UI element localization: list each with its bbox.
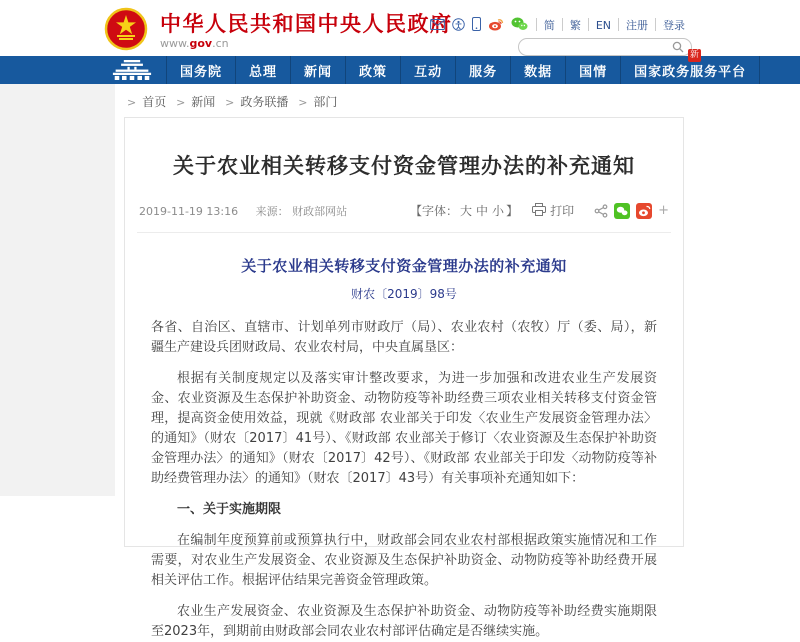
site-header (0, 0, 800, 56)
nav-item (235, 56, 290, 84)
lang-link-item (588, 18, 618, 31)
accessibility-icon[interactable] (452, 18, 465, 31)
breadcrumb (121, 93, 800, 111)
lang-link[interactable]: 简 (543, 18, 555, 32)
wechat-icon[interactable] (511, 17, 528, 31)
nav-item (166, 56, 235, 84)
share-group (588, 203, 669, 219)
nav-link[interactable]: 新闻 (304, 64, 333, 80)
breadcrumb-item (121, 95, 166, 109)
main-nav (0, 50, 800, 84)
lang-link-item (536, 18, 562, 31)
nav-item (455, 56, 510, 84)
nav-item (290, 56, 345, 84)
nav-items (166, 56, 760, 84)
breadcrumb-separator: > (176, 96, 186, 109)
lang-link[interactable]: 登录 (663, 18, 685, 32)
article-meta (139, 203, 347, 219)
quick-links-row (423, 16, 692, 32)
new-badge: 新 (689, 50, 699, 60)
article-date: 2019-11-19 13:16 (139, 204, 239, 218)
content-area (0, 84, 800, 639)
breadcrumb-item (170, 95, 215, 109)
nav-link[interactable]: 服务 (469, 64, 498, 80)
article-meta-row (137, 202, 671, 219)
breadcrumb-link[interactable]: 新闻 (191, 95, 216, 109)
article-card (124, 117, 684, 639)
font-size-option[interactable]: 小 (492, 204, 505, 218)
site-brand[interactable] (104, 7, 453, 55)
page-title: 关于农业相关转移支付资金管理办法的补充通知 (173, 154, 635, 178)
article-tools (410, 202, 669, 219)
document-paragraph: 根据有关制度规定以及落实审计整改要求，为进一步加强和改进农业生产发展资金、农业资源及生态保护补助资金、动物防疫等补助经费三项农业相关转移支付资金管理，提高资金使用效益，现就《财政部 农业部关于印发〈农业生产发展资金管理办法〉的通知》（财农〔2017〕41号）、《财政部 农业部关于修订〈农业资源及生态保护补助资金管理办法〉的通知》（财农〔2017〕42号）、《财政部 农业部关于印发〈动物防疫等补助经费管理办法〉的通知》（财农〔2017〕43号）有关事项补充通知如下： (151, 371, 657, 486)
font-size-option[interactable]: 大 (460, 204, 473, 218)
nav-link[interactable]: 国家政务服务平台 (634, 64, 747, 80)
font-size-control: 【字体： 大 中 小 】 (410, 204, 519, 218)
font-size-option[interactable]: 中 (476, 204, 489, 218)
search-input[interactable] (526, 40, 672, 54)
lang-link-item (562, 18, 588, 31)
nav-link[interactable]: 国务院 (180, 64, 223, 80)
content-panel (115, 84, 800, 639)
lang-link-item (655, 18, 692, 31)
meta-divider (137, 232, 671, 233)
article-source: 财政部网站 (292, 204, 348, 218)
tiananmen-home-icon[interactable] (98, 56, 166, 84)
nav-link[interactable]: 数据 (524, 64, 553, 80)
weibo-icon[interactable] (488, 17, 504, 31)
more-share-button[interactable]: + (658, 202, 669, 218)
mobile-icon[interactable] (472, 17, 481, 31)
lang-link[interactable]: 注册 (626, 18, 648, 32)
lang-link-item (618, 18, 655, 31)
share-icon[interactable] (594, 204, 608, 218)
breadcrumb-separator: > (127, 96, 137, 109)
breadcrumb-separator: > (225, 96, 235, 109)
site-title: 中华人民共和国中央人民政府 (160, 12, 453, 36)
site-url: www.gov.cn (160, 37, 229, 50)
breadcrumb-link[interactable]: 政务联播 (240, 95, 289, 109)
national-emblem-icon (104, 7, 148, 55)
breadcrumb-separator: > (298, 96, 308, 109)
document-paragraph: 一、关于实施期限 (177, 502, 282, 517)
search-box[interactable] (518, 38, 692, 56)
document-paragraph: 农业生产发展资金、农业资源及生态保护补助资金、动物防疫等补助经费实施期限至2023年，到期前由财政部会同农业农村部评估确定是否继续实施。 (151, 604, 657, 639)
breadcrumb-item (219, 95, 288, 109)
nav-item (345, 56, 400, 84)
printer-icon (532, 203, 550, 219)
document-paragraph: 各省、自治区、直辖市、计划单列市财政厅（局）、农业农村（农牧）厅（委、局），新疆生产建设兵团财政局、农业农村局，中央直属垦区： (151, 320, 657, 355)
document-title: 关于农业相关转移支付资金管理办法的补充通知 (241, 257, 567, 275)
breadcrumb-link[interactable]: 首页 (142, 95, 167, 109)
nav-item (400, 56, 455, 84)
document-number: 财农〔2019〕98号 (351, 287, 457, 301)
document-paragraph: 在编制年度预算前或预算执行中，财政部会同农业农村部根据政策实施情况和工作需要，对农业生产发展资金、农业资源及生态保护补助资金、动物防疫等补助经费开展相关评估工作。根据评估结果完善资金管理政策。 (151, 533, 657, 588)
mail-icon[interactable] (430, 19, 445, 30)
wechat-share-icon[interactable] (614, 203, 630, 219)
search-icon[interactable] (672, 38, 684, 57)
nav-link[interactable]: 国情 (579, 64, 608, 80)
print-button[interactable]: 打印 (532, 202, 574, 219)
brand-text (160, 12, 453, 50)
nav-item (565, 56, 620, 84)
weibo-share-icon[interactable] (636, 203, 652, 219)
lang-link[interactable]: 繁 (569, 18, 581, 32)
lang-link[interactable]: EN (595, 18, 611, 32)
source-label: 来源： (255, 204, 289, 218)
breadcrumb-link[interactable]: 部门 (313, 95, 338, 109)
breadcrumb-item (292, 95, 337, 109)
nav-item (510, 56, 565, 84)
lang-links (536, 18, 692, 31)
nav-link[interactable]: 互动 (414, 64, 443, 80)
header-utilities (423, 16, 692, 56)
nav-link[interactable]: 政策 (359, 64, 388, 80)
document-body (151, 318, 657, 642)
nav-link[interactable]: 总理 (249, 64, 278, 80)
